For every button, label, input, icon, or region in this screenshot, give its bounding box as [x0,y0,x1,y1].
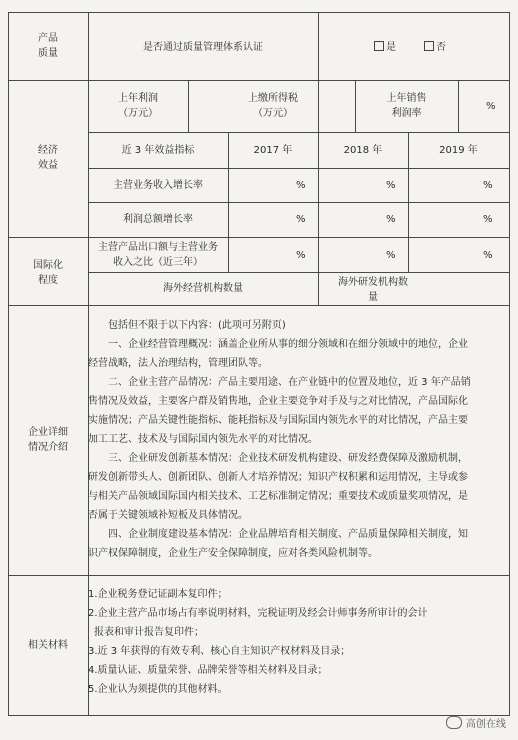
col-divider [188,80,189,132]
details-line: 否属于关键领域补短板及具体情况。 [88,510,248,521]
details-line: 研发创新带头人、创新团队、创新人才培养情况；知识产权积累和运用情况，主导或参 [88,472,468,483]
revenue-growth-label: 主营业务收入增长率 [113,180,203,191]
company-details-text [88,316,508,563]
details-line: 售情况及效益，主要客户群及销售地，企业主要竞争对手及与之对比情况，产品国际化 [88,396,468,407]
wechat-icon [446,716,462,729]
row-divider [88,202,510,203]
details-line: 四、企业制度建设基本情况：企业品牌培育相关制度、产品质量保障相关制度，知 [108,529,468,540]
details-line: 二、企业主营产品情况：产品主要用途、在产业链中的位置及地位，近 3 年产品销 [108,377,471,388]
related-materials-label: 相关材料 [28,640,68,651]
row-divider [88,132,510,133]
no-option[interactable] [424,40,446,55]
row-divider [88,272,510,273]
watermark [446,715,506,730]
details-line: 经营战略，法人治理结构，管理团队等。 [88,358,268,369]
percent-cell: % [386,214,396,225]
watermark-text: 高创在线 [466,719,506,730]
row-divider [8,575,510,576]
table-border-bottom [8,715,510,716]
internationalization-label: 国际化 程度 [33,260,63,286]
no-checkbox[interactable] [424,41,434,51]
related-materials-list [88,585,428,699]
table-border-right [509,12,510,715]
income-tax-header: 上缴所得税 （万元） [248,93,298,119]
percent-cell: % [483,250,493,261]
col-divider [458,80,459,132]
row-divider [8,237,510,238]
percent-cell: % [483,180,493,191]
company-details-label: 企业详细 情况介绍 [28,427,68,453]
table-border-left [8,12,9,715]
export-ratio-label: 主营产品出口额与主营业务 收入之比（近三年） [98,242,218,268]
details-line: 实施情况；产品关键性能指标、能耗指标及与国际国内领先水平的对比情况，产品主要 [88,415,468,426]
row-divider [8,80,510,81]
details-line: 三、企业研发创新基本情况：企业技术研发机构建设、研发经费保障及激励机制， [108,453,468,464]
percent-cell: % [386,180,396,191]
details-line: 加工工艺、技术及与国际国内领先水平的对比情况。 [88,434,318,445]
row-divider [88,168,510,169]
yes-checkbox[interactable] [374,41,384,51]
material-item: 报表和审计报告复印件； [94,627,204,638]
details-line: 包括但不限于以下内容：(此项可另附页) [108,320,286,331]
percent-cell: % [296,214,306,225]
material-item: 5.企业认为须提供的其他材料。 [88,684,228,695]
material-item: 3.近 3 年获得的有效专利、核心自主知识产权材料及目录； [88,646,351,657]
percent-cell: % [386,250,396,261]
row-divider [8,305,510,306]
material-item: 4.质量认证、质量荣誉、品牌荣誉等相关材料及目录； [88,665,328,676]
year-2019-header: 2019 年 [439,145,478,156]
profit-margin-header: 上年销售 利润率 [386,93,427,119]
profit-margin-percent: % [486,101,496,112]
product-quality-label: 产品 质量 [38,33,58,59]
year-2017-header: 2017 年 [253,145,293,156]
details-line: 一、企业经营管理概况：涵盖企业所从事的细分领域和在细分领域中的地位，企业 [108,339,468,350]
col-divider [318,12,319,80]
details-line: 识产权保障制度，企业生产安全保障制度，应对各类风险机制等。 [88,548,378,559]
economic-benefit-label: 经济 效益 [38,145,58,171]
no-label: 否 [436,42,446,53]
material-item: 2.企业主营产品市场占有率说明材料，完税证明及经会计师事务所审计的会计 [88,608,428,619]
certification-question: 是否通过质量管理体系认证 [143,42,263,53]
percent-cell: % [296,250,306,261]
yes-option[interactable] [374,40,396,55]
table-border-top [8,12,510,13]
col-divider [318,80,319,132]
three-year-indicator-label: 近 3 年效益指标 [121,145,195,156]
last-year-profit-header: 上年利润 （万元） [118,93,158,119]
yes-label: 是 [386,42,396,53]
details-line: 与相关产品领域国际国内相关技术、工艺标准制定情况；重要技术或质量奖项情况，是 [88,491,468,502]
percent-cell: % [483,214,493,225]
year-2018-header: 2018 年 [343,145,383,156]
percent-cell: % [296,180,306,191]
overseas-operations-label: 海外经营机构数量 [163,283,243,294]
overseas-rd-label: 海外研发机构数 量 [338,277,408,303]
profit-growth-label: 利润总额增长率 [123,214,193,225]
material-item: 1.企业税务登记证副本复印件； [88,589,228,600]
